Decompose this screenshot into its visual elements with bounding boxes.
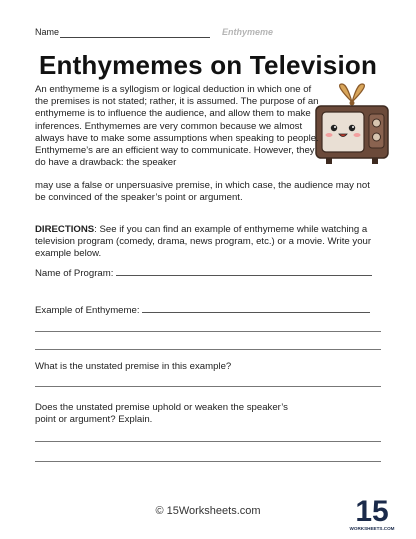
- directions-label: DIRECTIONS: [35, 224, 95, 235]
- worksheets-logo: [349, 493, 395, 533]
- uphold-answer-line-1[interactable]: [35, 441, 381, 442]
- unstated-question: What is the unstated premise in this example?: [35, 361, 232, 372]
- example-question: [35, 305, 383, 317]
- example-answer-line-3[interactable]: [35, 349, 381, 350]
- example-answer-line-1[interactable]: [142, 312, 370, 313]
- intro-paragraph-wrapped: An enthymeme is a syllogism or logical deduction in which one of the premises is not stated; rather, it is assumed. The purpose of an enthymeme is to influence the audience, and allow them to make inferences. Enthymemes are very common because we almost always have to make some assumptions when speaking to people. Enthymeme’s are an efficient way to communicate. However, they do have a drawback: the speaker: [35, 84, 319, 169]
- example-label: Example of Enthymeme:: [35, 305, 140, 316]
- unstated-answer-line[interactable]: [35, 386, 381, 387]
- program-question: [35, 268, 383, 280]
- name-field[interactable]: [60, 37, 210, 38]
- program-label: Name of Program:: [35, 268, 114, 279]
- svg-text:15: 15: [355, 495, 389, 528]
- example-answer-line-2[interactable]: [35, 331, 381, 332]
- program-answer-line[interactable]: [116, 275, 372, 276]
- subject-label: Enthymeme: [222, 27, 274, 37]
- uphold-answer-line-2[interactable]: [35, 461, 381, 462]
- intro-paragraph-continued: may use a false or unpersuasive premise, in which case, the audience may not be convinced of the speaker’s point or argument.: [35, 180, 370, 204]
- directions: [35, 224, 383, 261]
- svg-text:WORKSHEETS.COM: WORKSHEETS.COM: [349, 526, 395, 531]
- copyright-footer: © 15Worksheets.com: [155, 505, 261, 517]
- uphold-question: Does the unstated premise uphold or weaken the speaker’s point or argument? Explain.: [35, 402, 288, 426]
- name-label: Name: [35, 27, 60, 37]
- directions-text: : See if you can find an example of enthymeme while watching a television program (comedy, drama, news program, etc.) or a movie. Write your example below.: [35, 224, 372, 260]
- page-title: Enthymemes on Television: [38, 50, 378, 80]
